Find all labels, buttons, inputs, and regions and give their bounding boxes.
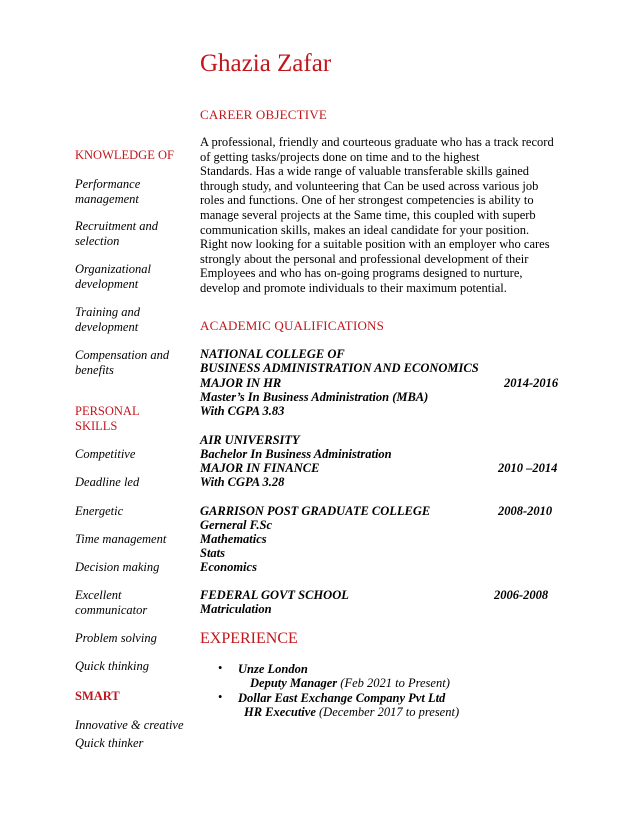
knowledge-item-line: Performance [75, 177, 141, 191]
air-degree: Bachelor In Business Administration [200, 447, 392, 461]
federal-institution: FEDERAL GOVT SCHOOL [200, 588, 349, 602]
garrison-institution: GARRISON POST GRADUATE COLLEGE [200, 504, 431, 518]
personal-skills-heading [75, 404, 140, 433]
job-role [250, 676, 450, 691]
job-company: Unze London [238, 662, 308, 676]
skill-item-line: Excellent [75, 588, 122, 602]
knowledge-item [75, 219, 158, 248]
air-institution: AIR UNIVERSITY [200, 433, 300, 447]
objective-line: Right now looking for a suitable position with an employer who cares [200, 237, 550, 252]
nust-institution: NATIONAL COLLEGE OF [200, 347, 345, 361]
academic-heading: ACADEMIC QUALIFICATIONS [200, 318, 385, 333]
smart-item-line: Quick thinker [75, 735, 144, 750]
objective-line: of getting tasks/projects done on time and to the highest [200, 149, 480, 164]
job-title: HR Executive [244, 705, 316, 719]
knowledge-heading: KNOWLEDGE OF [75, 148, 174, 162]
job-period: (December 2017 to present) [315, 705, 460, 719]
skill-item: Problem solving [75, 631, 157, 645]
bullet-icon: • [218, 661, 223, 675]
smart-heading: SMART [75, 689, 120, 703]
skill-item: Deadline led [75, 475, 140, 489]
skill-item: Decision making [75, 560, 160, 574]
knowledge-item-line: Organizational [75, 262, 151, 276]
career-objective-text [200, 135, 565, 296]
knowledge-item [75, 262, 151, 291]
smart-item-line: Innovative & creative [75, 718, 184, 732]
garrison-program: Gerneral F.Sc [200, 518, 273, 532]
smart-item [75, 718, 184, 750]
experience-heading: EXPERIENCE [200, 630, 298, 647]
objective-line: develop and promote individuals to their maximum potential. [200, 280, 507, 295]
skill-item: Competitive [75, 447, 136, 461]
bullet-icon: • [218, 690, 223, 704]
skill-item: Time management [75, 532, 167, 546]
objective-line: roles and functions. One of her strongest competencies is ability to [200, 193, 534, 208]
garrison-subject: Stats [200, 546, 226, 560]
knowledge-item-line: Compensation and [75, 348, 170, 362]
objective-line: strongly about the personal and professional development of their [200, 251, 529, 266]
air-cgpa: With CGPA 3.28 [200, 475, 285, 489]
garrison-subject: Mathematics [200, 532, 267, 546]
nust-year: 2014-2016 [504, 376, 559, 390]
job-role [244, 705, 459, 720]
knowledge-item-line: selection [75, 233, 120, 248]
career-objective-heading: CAREER OBJECTIVE [200, 107, 328, 122]
objective-line: A professional, friendly and courteous graduate who has a track record [200, 135, 554, 149]
knowledge-item-line: Recruitment and [75, 219, 158, 233]
skill-item: Quick thinking [75, 659, 149, 673]
nust-major: MAJOR IN HR [200, 376, 282, 390]
job-company: Dollar East Exchange Company Pvt Ltd [238, 691, 446, 705]
knowledge-item [75, 305, 140, 334]
objective-line: communication skills, makes an ideal candidate for your position. [200, 222, 530, 237]
nust-institution-2: BUSINESS ADMINISTRATION AND ECONOMICS [200, 361, 479, 375]
federal-year: 2006-2008 [494, 588, 549, 602]
knowledge-item-line: development [75, 276, 139, 291]
job-title: Deputy Manager [250, 676, 338, 690]
knowledge-item-line: Training and [75, 305, 140, 319]
skill-item: Energetic [75, 504, 124, 518]
garrison-year: 2008-2010 [498, 504, 553, 518]
garrison-subject: Economics [200, 560, 257, 574]
knowledge-item-line: development [75, 319, 139, 334]
candidate-name: Ghazia Zafar [200, 50, 332, 77]
skill-item-line: communicator [75, 602, 148, 617]
nust-degree: Master’s In Business Administration (MBA) [200, 390, 429, 404]
air-major: MAJOR IN FINANCE [200, 461, 320, 475]
objective-line: Employees and who has on-going programs designed to nurture, [200, 266, 523, 281]
knowledge-item [75, 348, 169, 377]
federal-program: Matriculation [200, 602, 272, 616]
knowledge-item-line: benefits [75, 362, 114, 377]
knowledge-item [75, 177, 140, 206]
skill-item [75, 588, 147, 617]
job-period: (Feb 2021 to Present) [337, 676, 450, 690]
air-year: 2010 –2014 [498, 461, 558, 475]
knowledge-item-line: management [75, 191, 139, 206]
personal-skills-heading-line: PERSONAL [75, 404, 140, 418]
objective-line: through study, and volunteering that Can be used across various job [200, 178, 539, 193]
objective-line: Standards. Has a wide range of valuable transferable skills gained [200, 164, 530, 179]
nust-cgpa: With CGPA 3.83 [200, 404, 285, 418]
objective-line: manage several projects at the Same time, this coupled with superb [200, 207, 536, 222]
personal-skills-heading-line: SKILLS [75, 418, 118, 433]
